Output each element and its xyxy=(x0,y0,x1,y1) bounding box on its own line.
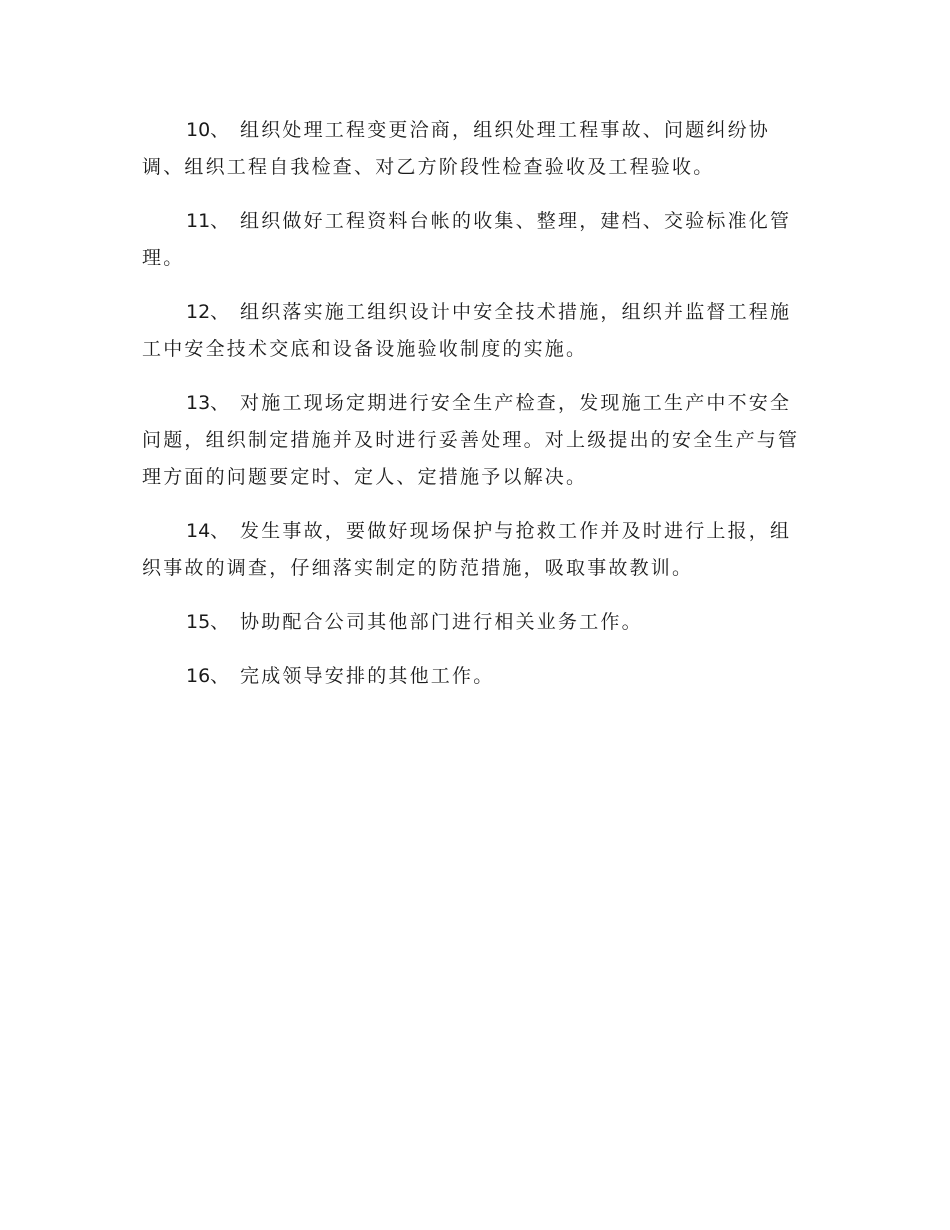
item-text: 完成领导安排的其他工作。 xyxy=(240,665,495,687)
list-item-10 xyxy=(142,112,808,186)
item-number: 13、 xyxy=(186,392,230,414)
item-text: 对施工现场定期进行安全生产检查，发现施工生产中不安全问题，组织制定措施并及时进行妥善处理。对上级提出的安全生产与管理方面的问题要定时、定人、定措施予以解决。 xyxy=(142,392,800,488)
item-number: 10、 xyxy=(186,119,230,141)
item-number: 14、 xyxy=(186,520,230,542)
item-text: 组织落实施工组织设计中安全技术措施，组织并监督工程施工中安全技术交底和设备设施验收制度的实施。 xyxy=(142,301,792,360)
item-text: 发生事故，要做好现场保护与抢救工作并及时进行上报，组织事故的调查，仔细落实制定的防范措施，吸取事故教训。 xyxy=(142,520,792,579)
list-item-15 xyxy=(142,604,808,641)
item-text: 协助配合公司其他部门进行相关业务工作。 xyxy=(240,611,643,633)
list-item-16 xyxy=(142,658,808,695)
item-text: 组织做好工程资料台帐的收集、整理，建档、交验标准化管理。 xyxy=(142,210,792,269)
list-item-12 xyxy=(142,294,808,368)
item-number: 16、 xyxy=(186,665,230,687)
list-item-11 xyxy=(142,203,808,277)
document-body xyxy=(142,112,808,712)
list-item-13 xyxy=(142,385,808,496)
item-number: 12、 xyxy=(186,301,230,323)
item-text: 组织处理工程变更洽商，组织处理工程事故、问题纠纷协调、组织工程自我检查、对乙方阶段性检查验收及工程验收。 xyxy=(142,119,771,178)
item-number: 15、 xyxy=(186,611,230,633)
list-item-14 xyxy=(142,513,808,587)
item-number: 11、 xyxy=(186,210,230,232)
